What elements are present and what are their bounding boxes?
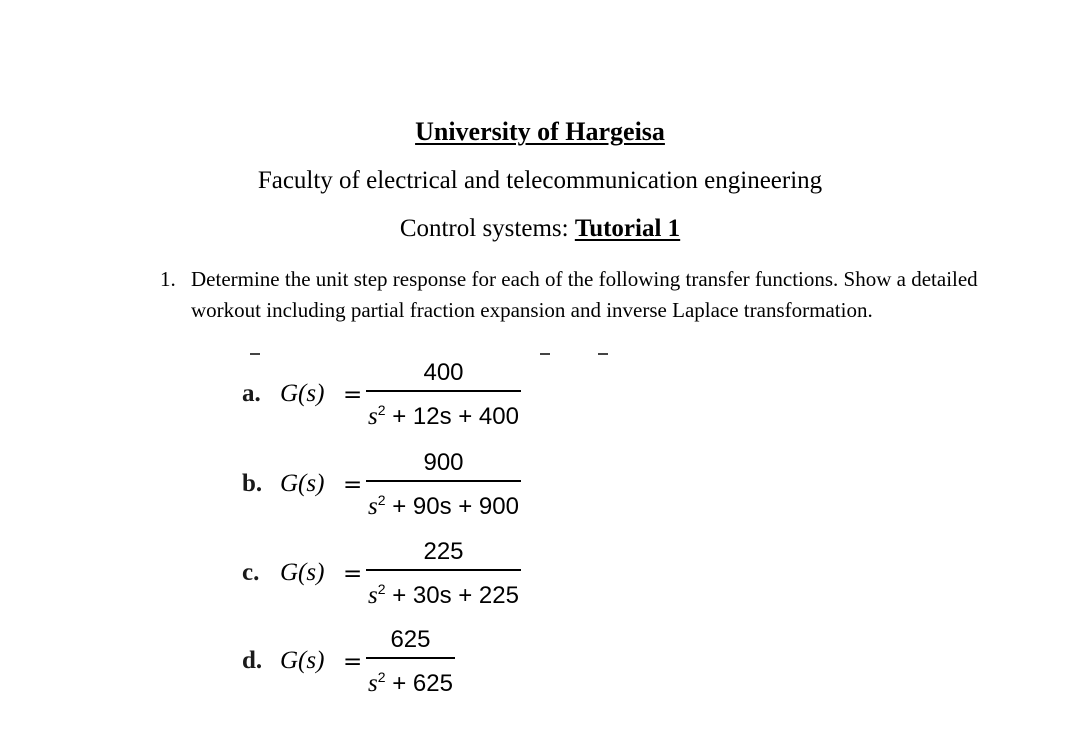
den-exponent: 2 (377, 580, 386, 597)
den-s: s (368, 402, 378, 430)
den-exponent: 2 (377, 668, 386, 685)
den-rest: + 625 (385, 669, 453, 697)
den-exponent: 2 (377, 401, 386, 418)
numerator: 400 (423, 359, 464, 386)
fraction-bar (366, 657, 455, 659)
den-rest: + 90s + 900 (385, 492, 519, 520)
den-rest: + 30s + 225 (385, 581, 519, 609)
question-number: 1. (160, 267, 176, 291)
scan-mark (598, 353, 608, 355)
equals-sign: = (343, 472, 363, 498)
fraction (366, 358, 521, 432)
denominator (366, 485, 521, 522)
item-letter: b. (242, 470, 263, 497)
item-letter: c. (242, 559, 260, 586)
den-s: s (368, 669, 378, 697)
denominator (366, 574, 521, 611)
fraction-bar (366, 480, 521, 482)
item-letter: a. (242, 380, 261, 407)
equals-sign: = (343, 382, 363, 408)
tutorial-label: Tutorial 1 (574, 215, 681, 242)
fraction (366, 537, 521, 611)
scan-mark (250, 353, 260, 355)
function-lhs: G(s) (280, 559, 325, 586)
course-title (0, 215, 1080, 243)
university-title: University of Hargeisa (415, 117, 665, 146)
numerator: 625 (390, 626, 431, 653)
den-rest: + 12s + 400 (385, 402, 519, 430)
question-text: Determine the unit step response for each of the following transfer functions. Show a detailed workout including partial fraction expansion and inverse Laplace transformation. (191, 267, 978, 322)
function-lhs: G(s) (280, 470, 325, 497)
fraction (366, 448, 521, 522)
numerator: 900 (423, 449, 464, 476)
equals-sign: = (343, 561, 363, 587)
equals-sign: = (343, 649, 363, 675)
denominator (366, 662, 455, 699)
scan-mark (540, 353, 550, 355)
fraction-bar (366, 390, 521, 392)
den-exponent: 2 (377, 491, 386, 508)
den-s: s (368, 492, 378, 520)
question-1 (160, 264, 1020, 326)
fraction-bar (366, 569, 521, 571)
numerator: 225 (423, 538, 464, 565)
function-lhs: G(s) (280, 380, 325, 407)
function-lhs: G(s) (280, 647, 325, 674)
denominator (366, 395, 521, 432)
fraction (366, 625, 455, 699)
course-prefix: Control systems: (399, 215, 575, 242)
faculty-title: Faculty of electrical and telecommunication engineering (257, 167, 823, 194)
den-s: s (368, 581, 378, 609)
item-letter: d. (242, 647, 263, 674)
